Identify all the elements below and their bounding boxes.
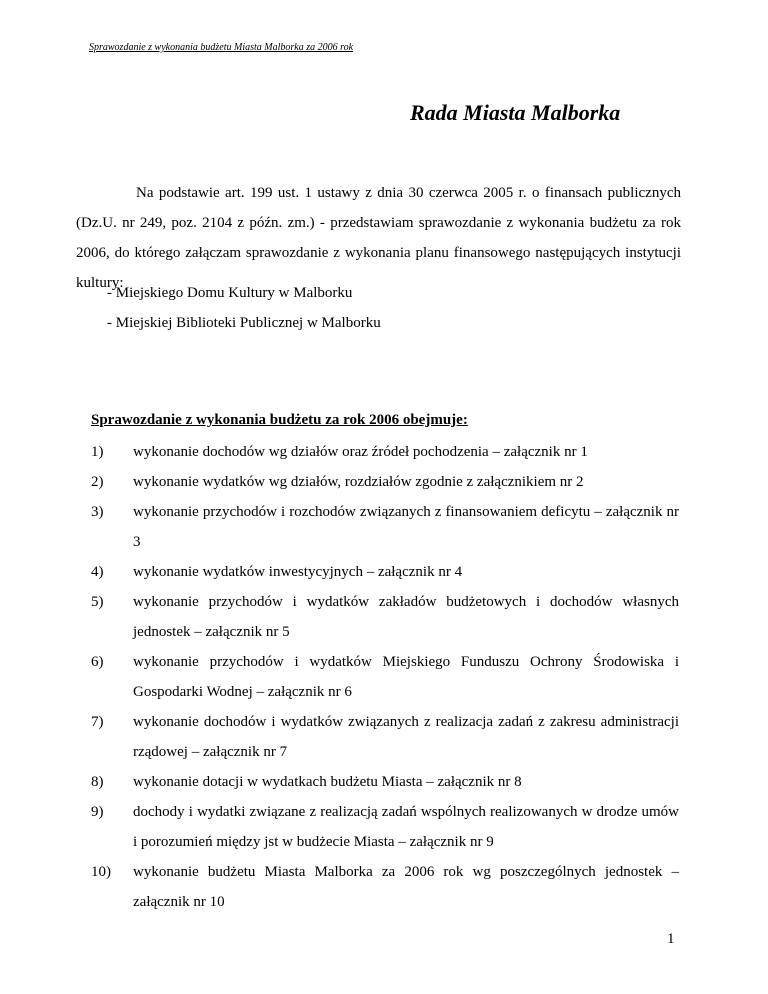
institution-item: - Miejskiej Biblioteki Publicznej w Malborku: [107, 315, 381, 331]
list-item: [91, 587, 679, 647]
section-heading: Sprawozdanie z wykonania budżetu za rok 2006 obejmuje:: [91, 412, 468, 428]
running-header: Sprawozdanie z wykonania budżetu Miasta Malborka za 2006 rok: [89, 42, 354, 53]
item-number: 3): [91, 504, 104, 520]
intro-text: Na podstawie art. 199 ust. 1 ustawy z dnia 30 czerwca 2005 r. o finansach publicznych (Dz.U. nr 249, poz. 2104 z późn. zm.) - przedstawiam sprawozdanie z wykonania budżetu za rok 2006, do którego załączam sprawozdanie z wykonania planu finansowego następujących instytucji kultury:: [76, 185, 681, 291]
item-number: 7): [91, 714, 104, 730]
list-item: [91, 797, 679, 857]
item-number: 6): [91, 654, 104, 670]
item-text: wykonanie wydatków wg działów, rozdziałów zgodnie z załącznikiem nr 2: [133, 474, 584, 490]
item-text: wykonanie wydatków inwestycyjnych – załącznik nr 4: [133, 564, 463, 580]
list-item: [91, 767, 679, 797]
item-number: 9): [91, 804, 104, 820]
page-number: 1: [667, 931, 675, 947]
list-item: [91, 437, 679, 467]
list-item: [91, 647, 679, 707]
item-text: wykonanie przychodów i rozchodów związanych z finansowaniem deficytu – załącznik nr 3: [133, 504, 679, 550]
list-item: [91, 707, 679, 767]
item-number: 8): [91, 774, 104, 790]
list-item: [91, 857, 679, 917]
page-title: Rada Miasta Malborka: [410, 100, 621, 125]
item-text: wykonanie dochodów wg działów oraz źródeł pochodzenia – załącznik nr 1: [133, 444, 588, 460]
item-text: dochody i wydatki związane z realizacją zadań wspólnych realizowanych w drodze umów i porozumień między jst w budżecie Miasta – załącznik nr 9: [133, 804, 679, 850]
institution-list: [107, 278, 381, 338]
item-text: wykonanie przychodów i wydatków Miejskiego Funduszu Ochrony Środowiska i Gospodarki Wodnej – załącznik nr 6: [133, 654, 679, 700]
scope-list: [91, 437, 679, 917]
list-item: [91, 467, 679, 497]
item-number: 2): [91, 474, 104, 490]
item-number: 5): [91, 594, 104, 610]
item-text: wykonanie dochodów i wydatków związanych z realizacja zadań z zakresu administracji rządowej – załącznik nr 7: [133, 714, 679, 760]
list-item: [91, 497, 679, 557]
item-number: 1): [91, 444, 104, 460]
item-number: 4): [91, 564, 104, 580]
item-text: wykonanie przychodów i wydatków zakładów budżetowych i dochodów własnych jednostek – załącznik nr 5: [133, 594, 679, 640]
list-item: [91, 557, 679, 587]
item-text: wykonanie budżetu Miasta Malborka za 2006 rok wg poszczególnych jednostek – załącznik nr 10: [133, 864, 679, 910]
item-number: 10): [91, 864, 111, 880]
item-text: wykonanie dotacji w wydatkach budżetu Miasta – załącznik nr 8: [133, 774, 522, 790]
institution-item: - Miejskiego Domu Kultury w Malborku: [107, 285, 353, 301]
